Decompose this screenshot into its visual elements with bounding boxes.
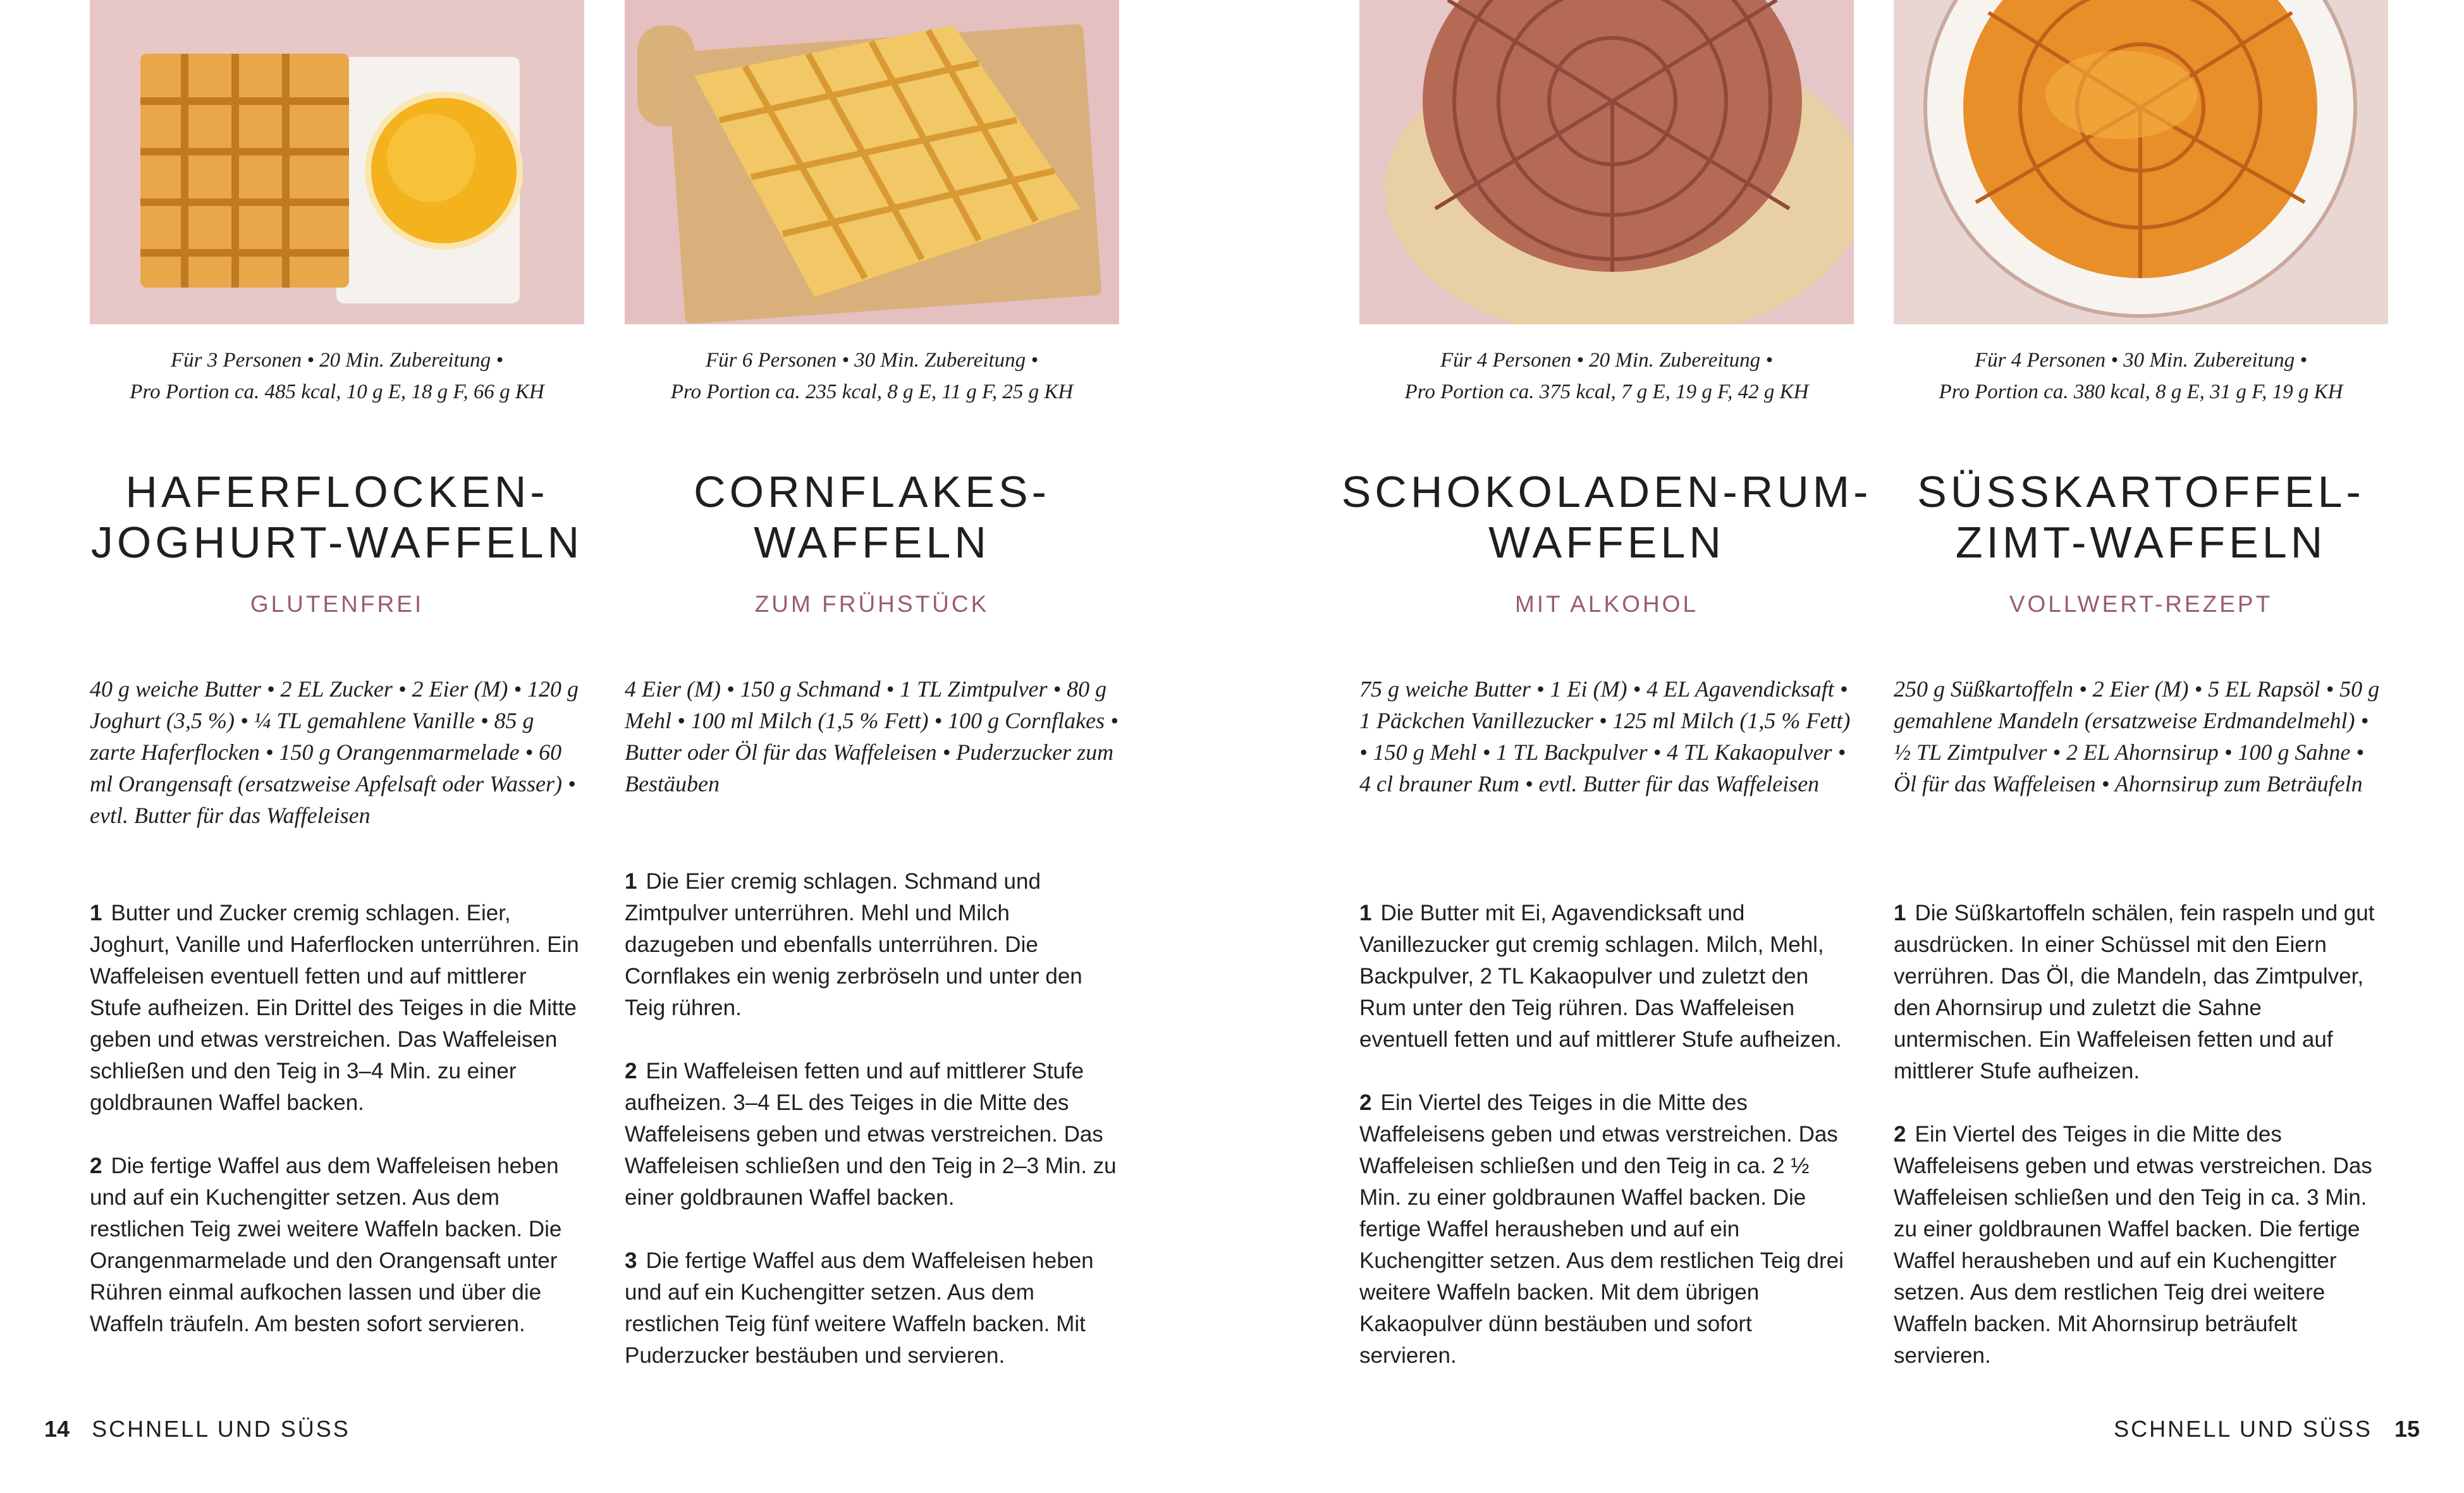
ingredients-list: 40 g weiche Butter • 2 EL Zucker • 2 Eier (M) • 120 g Joghurt (3,5 %) • ¼ TL gemahlene Vanille • 85 g zarte Haferflocken • 150 g Orangenmarmelade • 60 ml Orangensaft (ersatzweise Apfelsaft oder Wasser) • evtl. Butter für das Waffeleisen <box>90 676 579 828</box>
step-2: 2 Ein Viertel des Teiges in die Mitte des Waffeleisens geben und etwas verstreichen. Das Waffeleisen schließen und den Teig in ca. 3 Min. zu einer goldbraunen Waffel backen. Die fertige Waffel herausheben und auf ein Kuchengitter setzen. Aus dem restlichen Teig drei weitere Waffeln backen. Mit Ahornsirup beträufelt servieren. <box>1894 1122 2372 1368</box>
step-2: 2 Ein Waffeleisen fetten und auf mittlerer Stufe aufheizen. 3–4 EL des Teiges in die Mitte des Waffeleisens geben und etwas verstreichen. Das Waffeleisen schließen und den Teig in 2–3 Min. zu einer goldbraunen Waffel backen. <box>625 1059 1117 1210</box>
recipe-column-haferflocken <box>90 0 584 1493</box>
recipe-photo-oat-yogurt-waffle <box>90 0 584 324</box>
ingredients-list: 4 Eier (M) • 150 g Schmand • 1 TL Zimtpulver • 80 g Mehl • 100 ml Milch (1,5 % Fett) • 100 g Cornflakes • Butter oder Öl für das Waffeleisen • Puderzucker zum Bestäuben <box>625 676 1119 796</box>
recipe-column-cornflakes <box>625 0 1119 1493</box>
recipe-column-schokoladen-rum <box>1341 0 1872 1493</box>
instructions <box>625 866 1119 1403</box>
recipe-meta: Für 4 Personen • 20 Min. Zubereitung • Pro Portion ca. 375 kcal, 7 g E, 19 g F, 42 g KH <box>1404 349 1809 403</box>
recipe-meta: Für 6 Personen • 30 Min. Zubereitung • Pro Portion ca. 235 kcal, 8 g E, 11 g F, 25 g KH <box>670 349 1074 403</box>
recipe-photo-cornflakes-waffle <box>625 0 1119 324</box>
recipe-title: CORNFLAKES- WAFFELN <box>694 467 1050 567</box>
step-1: 1 Die Eier cremig schlagen. Schmand und Zimtpulver unterrühren. Mehl und Milch dazugeben und ebenfalls unterrühren. Die Cornflakes ein wenig zerbröseln und unter den Teig rühren. <box>625 869 1082 1020</box>
footer-left <box>44 1416 350 1442</box>
recipe-title: SCHOKOLADEN-RUM- WAFFELN <box>1341 467 1872 567</box>
instructions <box>1894 898 2388 1403</box>
page-number-left: 14 <box>44 1416 70 1442</box>
recipe-column-suesskartoffel <box>1894 0 2388 1493</box>
recipe-photo-chocolate-rum-waffle <box>1359 0 1854 324</box>
ingredients-list: 75 g weiche Butter • 1 Ei (M) • 4 EL Agavendicksaft • 1 Päckchen Vanillezucker • 125 ml Milch (1,5 % Fett) • 150 g Mehl • 1 TL Backpulver • 4 TL Kakaopulver • 4 cl brauner Rum • evtl. Butter für das Waffeleisen <box>1359 676 1851 796</box>
recipe-photo-sweet-potato-waffle <box>1894 0 2388 324</box>
recipe-title: HAFERFLOCKEN- JOGHURT-WAFFELN <box>90 467 584 567</box>
step-1: 1 Die Süßkartoffeln schälen, fein raspeln und gut ausdrücken. In einer Schüssel mit den Eiern verrühren. Das Öl, die Mandeln, das Zimtpulver, den Ahornsirup und zuletzt die Sahne untermischen. Ein Waffeleisen fetten und auf mittlerer Stufe aufheizen. <box>1894 901 2375 1083</box>
step-1: 1 Die Butter mit Ei, Agavendicksaft und Vanillezucker gut cremig schlagen. Milch, Mehl, Backpulver, 2 TL Kakaopulver und zuletzt den Rum unter den Teig rühren. Das Waffeleisen eventuell fetten und auf mittlerer Stufe aufheizen. <box>1359 901 1842 1052</box>
instructions <box>1359 898 1854 1403</box>
step-2: 2 Die fertige Waffel aus dem Waffeleisen heben und auf ein Kuchengitter setzen. Aus dem restlichen Teig zwei weitere Waffeln backen. Die Orangenmarmelade und den Orangensaft unter Rühren einmal aufkochen lassen und über die Waffeln träufeln. Am besten sofort servieren. <box>90 1154 562 1336</box>
section-title-left: SCHNELL UND SÜSS <box>92 1416 350 1442</box>
footer-right <box>2114 1416 2420 1442</box>
section-title-right: SCHNELL UND SÜSS <box>2114 1416 2372 1442</box>
step-2: 2 Ein Viertel des Teiges in die Mitte des Waffeleisens geben und etwas verstreichen. Das Waffeleisen schließen und den Teig in ca. 2 ½ Min. zu einer goldbraunen Waffel backen. Die fertige Waffel herausheben und auf ein Kuchengitter setzen. Aus dem restlichen Teig drei weitere Waffeln backen. Mit dem übrigen Kakaopulver dünn bestäuben und sofort servieren. <box>1359 1090 1844 1368</box>
recipe-tag: GLUTENFREI <box>250 591 424 617</box>
recipe-title: SÜSSKARTOFFEL- ZIMT-WAFFELN <box>1917 467 2365 567</box>
recipe-tag: ZUM FRÜHSTÜCK <box>754 591 990 617</box>
instructions <box>90 898 584 1372</box>
page-number-right: 15 <box>2394 1416 2420 1442</box>
step-1: 1 Butter und Zucker cremig schlagen. Eier, Joghurt, Vanille und Haferflocken unterrühren. Ein Waffeleisen eventuell fetten und auf mittlerer Stufe aufheizen. Ein Drittel des Teiges in die Mitte geben und etwas verstreichen. Das Waffeleisen schließen und den Teig in 3–4 Min. zu einer goldbraunen Waffel backen. <box>90 901 579 1115</box>
recipe-tag: MIT ALKOHOL <box>1514 591 1699 617</box>
recipe-tag: VOLLWERT-REZEPT <box>2009 591 2273 617</box>
ingredients-list: 250 g Süßkartoffeln • 2 Eier (M) • 5 EL Rapsöl • 50 g gemahlene Mandeln (ersatzweise Erdmandelmehl) • ½ TL Zimtpulver • 2 EL Ahornsirup • 100 g Sahne • Öl für das Waffeleisen • Ahornsirup zum Beträufeln <box>1894 676 2380 796</box>
step-3: 3 Die fertige Waffel aus dem Waffeleisen heben und auf ein Kuchengitter setzen. Aus dem restlichen Teig fünf weitere Waffeln backen. Mit Puderzucker bestäuben und servieren. <box>625 1248 1094 1368</box>
recipe-meta: Für 3 Personen • 20 Min. Zubereitung • Pro Portion ca. 485 kcal, 10 g E, 18 g F, 66 g KH <box>130 349 544 403</box>
recipe-meta: Für 4 Personen • 30 Min. Zubereitung • Pro Portion ca. 380 kcal, 8 g E, 31 g F, 19 g KH <box>1939 349 2343 403</box>
